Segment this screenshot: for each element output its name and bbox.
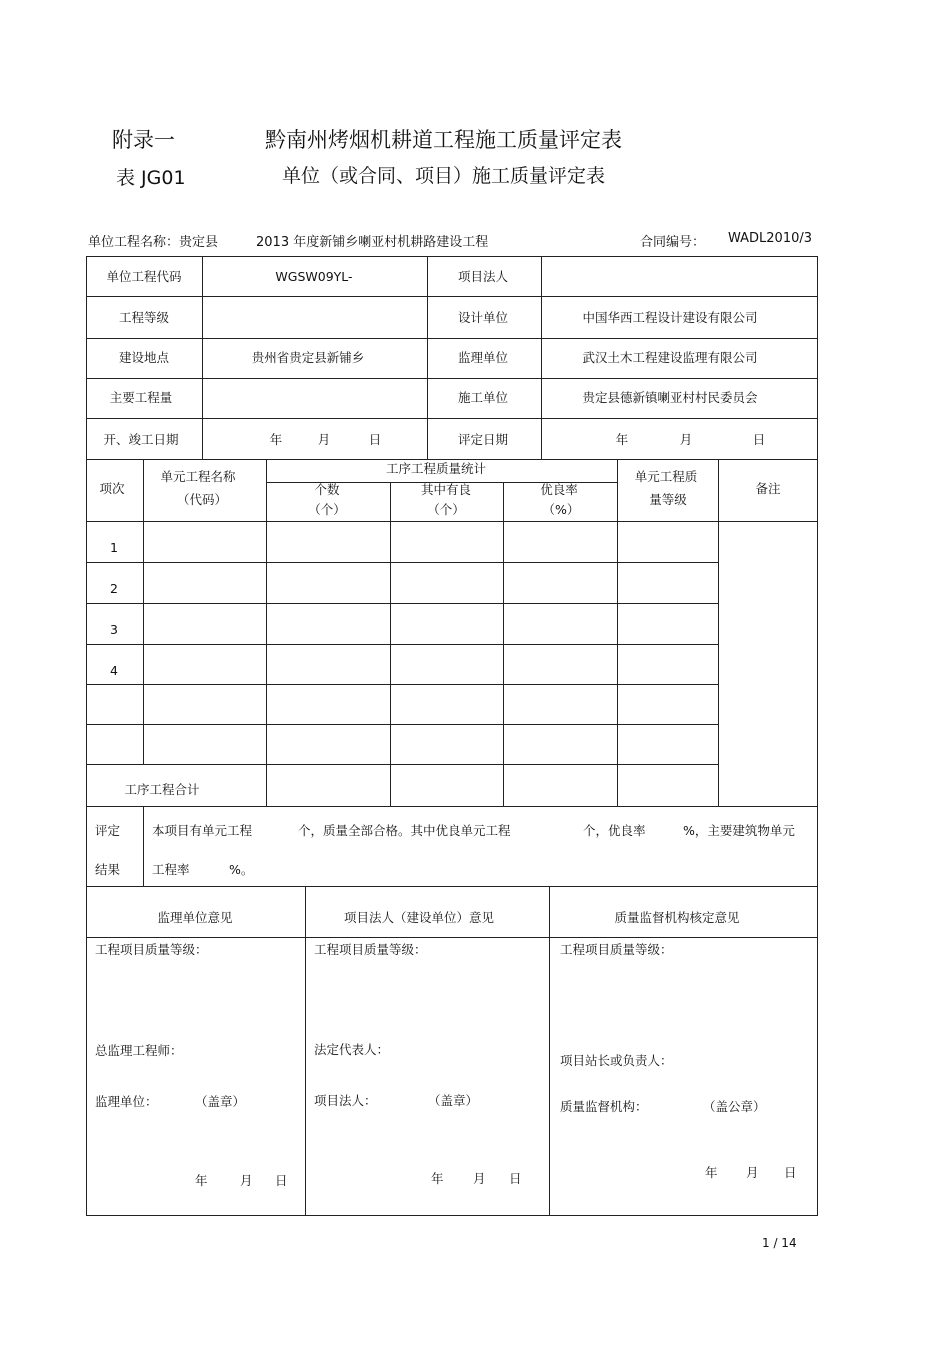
col-rate-unit: （%）: [542, 501, 580, 517]
sub-title: 单位（或合同、项目）施工质量评定表: [282, 165, 606, 187]
evaluation-text-1d: %，主要建筑物单元: [683, 823, 795, 838]
col-grade-header-2: 量等级: [649, 491, 687, 507]
col-count-unit: （个）: [308, 501, 346, 517]
table-code: 表 JG01: [116, 167, 186, 189]
supervision-grade-label: 工程项目质量等级：: [560, 942, 673, 957]
supervise-unit-value: 武汉土木工程建设监理有限公司: [582, 349, 758, 365]
col-unit-code-header: （代码）: [176, 491, 228, 507]
station-chief-label: 项目站长或负责人：: [560, 1053, 673, 1068]
evaluation-text-1b: 个，质量全部合格。其中优良单元工程: [298, 823, 511, 838]
start-year: 年: [269, 431, 283, 447]
builder-value: 贵定县德新镇喇亚村村民委员会: [582, 389, 758, 405]
supervisor-year: 年: [195, 1173, 208, 1188]
site-label: 建设地点: [118, 349, 170, 365]
chief-supervisor-label: 总监理工程师：: [95, 1043, 183, 1058]
start-end-date-label: 开、竣工日期: [103, 431, 179, 447]
col-remark-header: 备注: [755, 480, 781, 496]
owner-month: 月: [473, 1171, 486, 1186]
process-total-label: 工序工程合计: [124, 781, 200, 797]
evaluation-text-2b: %。: [229, 862, 254, 877]
main-title: 黔南州烤烟机耕道工程施工质量评定表: [265, 128, 622, 152]
supervisor-month: 月: [240, 1173, 253, 1188]
owner-seal: （盖章）: [428, 1093, 479, 1108]
supervisor-opinion-title: 监理单位意见: [157, 909, 233, 925]
unit-code-label: 单位工程代码: [106, 268, 182, 284]
design-unit-value: 中国华西工程设计建设有限公司: [582, 309, 758, 325]
project-label: 单位工程名称：贵定县: [88, 235, 219, 250]
col-stats-header: 工序工程质量统计: [385, 460, 487, 476]
appendix-label: 附录一: [112, 128, 175, 152]
col-unit-name-header: 单元工程名称: [160, 468, 236, 484]
supervisor-seal: （盖章）: [195, 1094, 246, 1109]
supervision-month: 月: [746, 1165, 759, 1180]
eval-date-label: 评定日期: [457, 431, 509, 447]
project-legal-label: 项目法人: [457, 268, 509, 284]
contract-number: WADL2010/3: [728, 231, 813, 246]
evaluation-label-2: 结果: [95, 862, 121, 877]
eval-month: 月: [679, 431, 693, 447]
owner-year: 年: [431, 1171, 444, 1186]
evaluation-text-1c: 个，优良率: [583, 823, 646, 838]
supervisor-unit-label: 监理单位：: [95, 1094, 158, 1109]
supervisor-grade-label: 工程项目质量等级：: [95, 942, 208, 957]
col-rate-header: 优良率: [540, 481, 578, 497]
eval-day: 日: [752, 431, 766, 447]
contract-label: 合同编号：: [640, 235, 706, 250]
project-legal-person-label: 项目法人：: [314, 1093, 377, 1108]
builder-label: 施工单位: [457, 389, 509, 405]
owner-day: 日: [509, 1171, 522, 1186]
col-good-unit: （个）: [427, 501, 465, 517]
col-count-header: 个数: [314, 481, 340, 497]
design-unit-label: 设计单位: [457, 309, 509, 325]
eval-year: 年: [615, 431, 629, 447]
start-day: 日: [368, 431, 382, 447]
start-month: 月: [317, 431, 331, 447]
supervision-day: 日: [784, 1165, 797, 1180]
row-number: 3: [110, 621, 118, 637]
quality-supervision-opinion-title: 质量监督机构核定意见: [614, 909, 740, 925]
evaluation-text-2a: 工程率: [152, 862, 190, 877]
site-value: 贵州省贵定县新铺乡: [251, 349, 365, 365]
supervision-year: 年: [705, 1165, 718, 1180]
page-number: 1 / 14: [762, 1236, 797, 1250]
supervise-unit-label: 监理单位: [457, 349, 509, 365]
col-good-header: 其中有良: [420, 481, 472, 497]
row-number: 4: [110, 662, 118, 678]
owner-opinion-title: 项目法人（建设单位）意见: [343, 909, 495, 925]
owner-grade-label: 工程项目质量等级：: [314, 942, 427, 957]
evaluation-label-1: 评定: [95, 823, 121, 838]
row-number: 1: [110, 539, 118, 555]
supervisor-day: 日: [275, 1173, 288, 1188]
supervision-agency-label: 质量监督机构：: [560, 1099, 648, 1114]
unit-code-value: WGSW09YL-: [275, 268, 353, 284]
project-name: 2013 年度新铺乡喇亚村机耕路建设工程: [256, 235, 489, 250]
col-item-header: 项次: [99, 480, 125, 496]
quantity-label: 主要工程量: [109, 389, 173, 405]
evaluation-text-1a: 本项目有单元工程: [152, 823, 253, 838]
supervision-seal: （盖公章）: [703, 1099, 766, 1114]
grade-label: 工程等级: [118, 309, 170, 325]
legal-representative-label: 法定代表人：: [314, 1042, 390, 1057]
col-grade-header-1: 单元工程质: [634, 468, 698, 484]
row-number: 2: [110, 580, 118, 596]
